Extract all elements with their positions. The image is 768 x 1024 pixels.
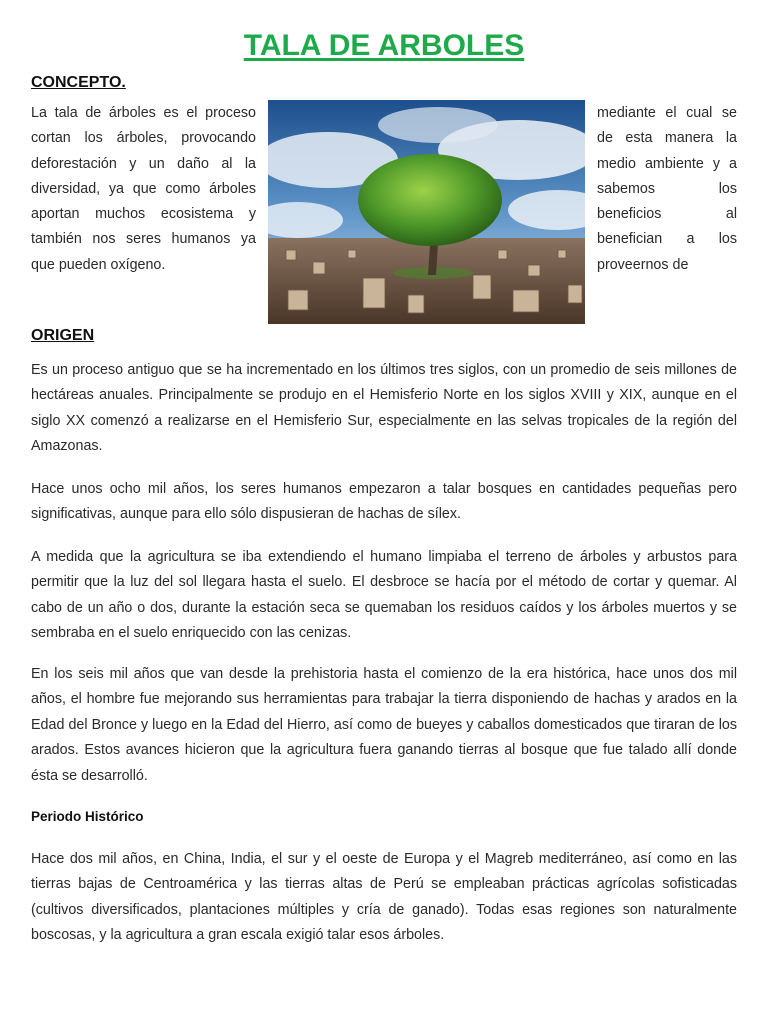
tree-photo-illustration: [268, 100, 585, 324]
concepto-left-text: La tala de árboles es el proceso cortan los árboles, provocando deforestación y un daño al la diversidad, ya que como árboles aportan muchos ecosistema y también nos seres humanos ya que pueden oxígeno.: [31, 105, 256, 273]
origen-paragraph-2: Hace unos ocho mil años, los seres humanos empezaron a talar bosques en cantidades pequeñas pero significativas, aunque para ello sólo dispusieran de hachas de sílex.: [31, 481, 737, 523]
section-heading-concepto: CONCEPTO.: [31, 74, 126, 91]
origen-paragraph-1: Es un proceso antiguo que se ha incrementado en los últimos tres siglos, con un promedio de seis millones de hectáreas anuales. Principalmente se produjo en el Hemisferio Norte en los siglos XVIII y XIX, aunque en el siglo XX comenzó a realizarse en el Hemisferio Sur, especialmente en las selvas tropicales de la región del Amazonas.: [31, 362, 737, 455]
section-heading-periodo-historico: Periodo Histórico: [31, 809, 144, 824]
section-heading-origen: ORIGEN: [31, 327, 95, 344]
concepto-right-text: mediante el cual se de esta manera la medio ambiente y a sabemos los beneficios al benefician a los proveernos de: [597, 105, 737, 273]
page-title: TALA DE ARBOLES: [243, 29, 525, 62]
periodo-paragraph-1: Hace dos mil años, en China, India, el sur y el oeste de Europa y el Magreb mediterráneo, así como en las tierras bajas de Centroamérica y las tierras altas de Perú se empleaban prácticas agrícolas sofisticadas (cultivos diversificados, plantaciones múltiples y cría de ganado). Todas esas regiones son naturalmente boscosas, y la agricultura a gran escala exigió talar esos árboles.: [31, 851, 737, 944]
origen-paragraph-3: A medida que la agricultura se iba extendiendo el humano limpiaba el terreno de árboles y arbustos para permitir que la luz del sol llegara hasta el suelo. El desbroce se hacía por el método de cortar y quemar. Al cabo de un año o dos, durante la estación seca se quemaban los residuos caídos y los árboles muertos y se sembraba en el suelo enriquecido con las cenizas.: [31, 549, 737, 642]
origen-paragraph-4: En los seis mil años que van desde la prehistoria hasta el comienzo de la era histórica, hace unos dos mil años, el hombre fue mejorando sus herramientas para trabajar la tierra disponiendo de hachas y arados en la Edad del Bronce y luego en la Edad del Hierro, así como de bueyes y caballos domesticados que tiraran de los arados. Estos avances hicieron que la agricultura fuera ganando tierras al bosque que fue talado allí donde ésta se desarrolló.: [31, 666, 737, 784]
tree-on-deforested-land-photo: [268, 100, 585, 324]
